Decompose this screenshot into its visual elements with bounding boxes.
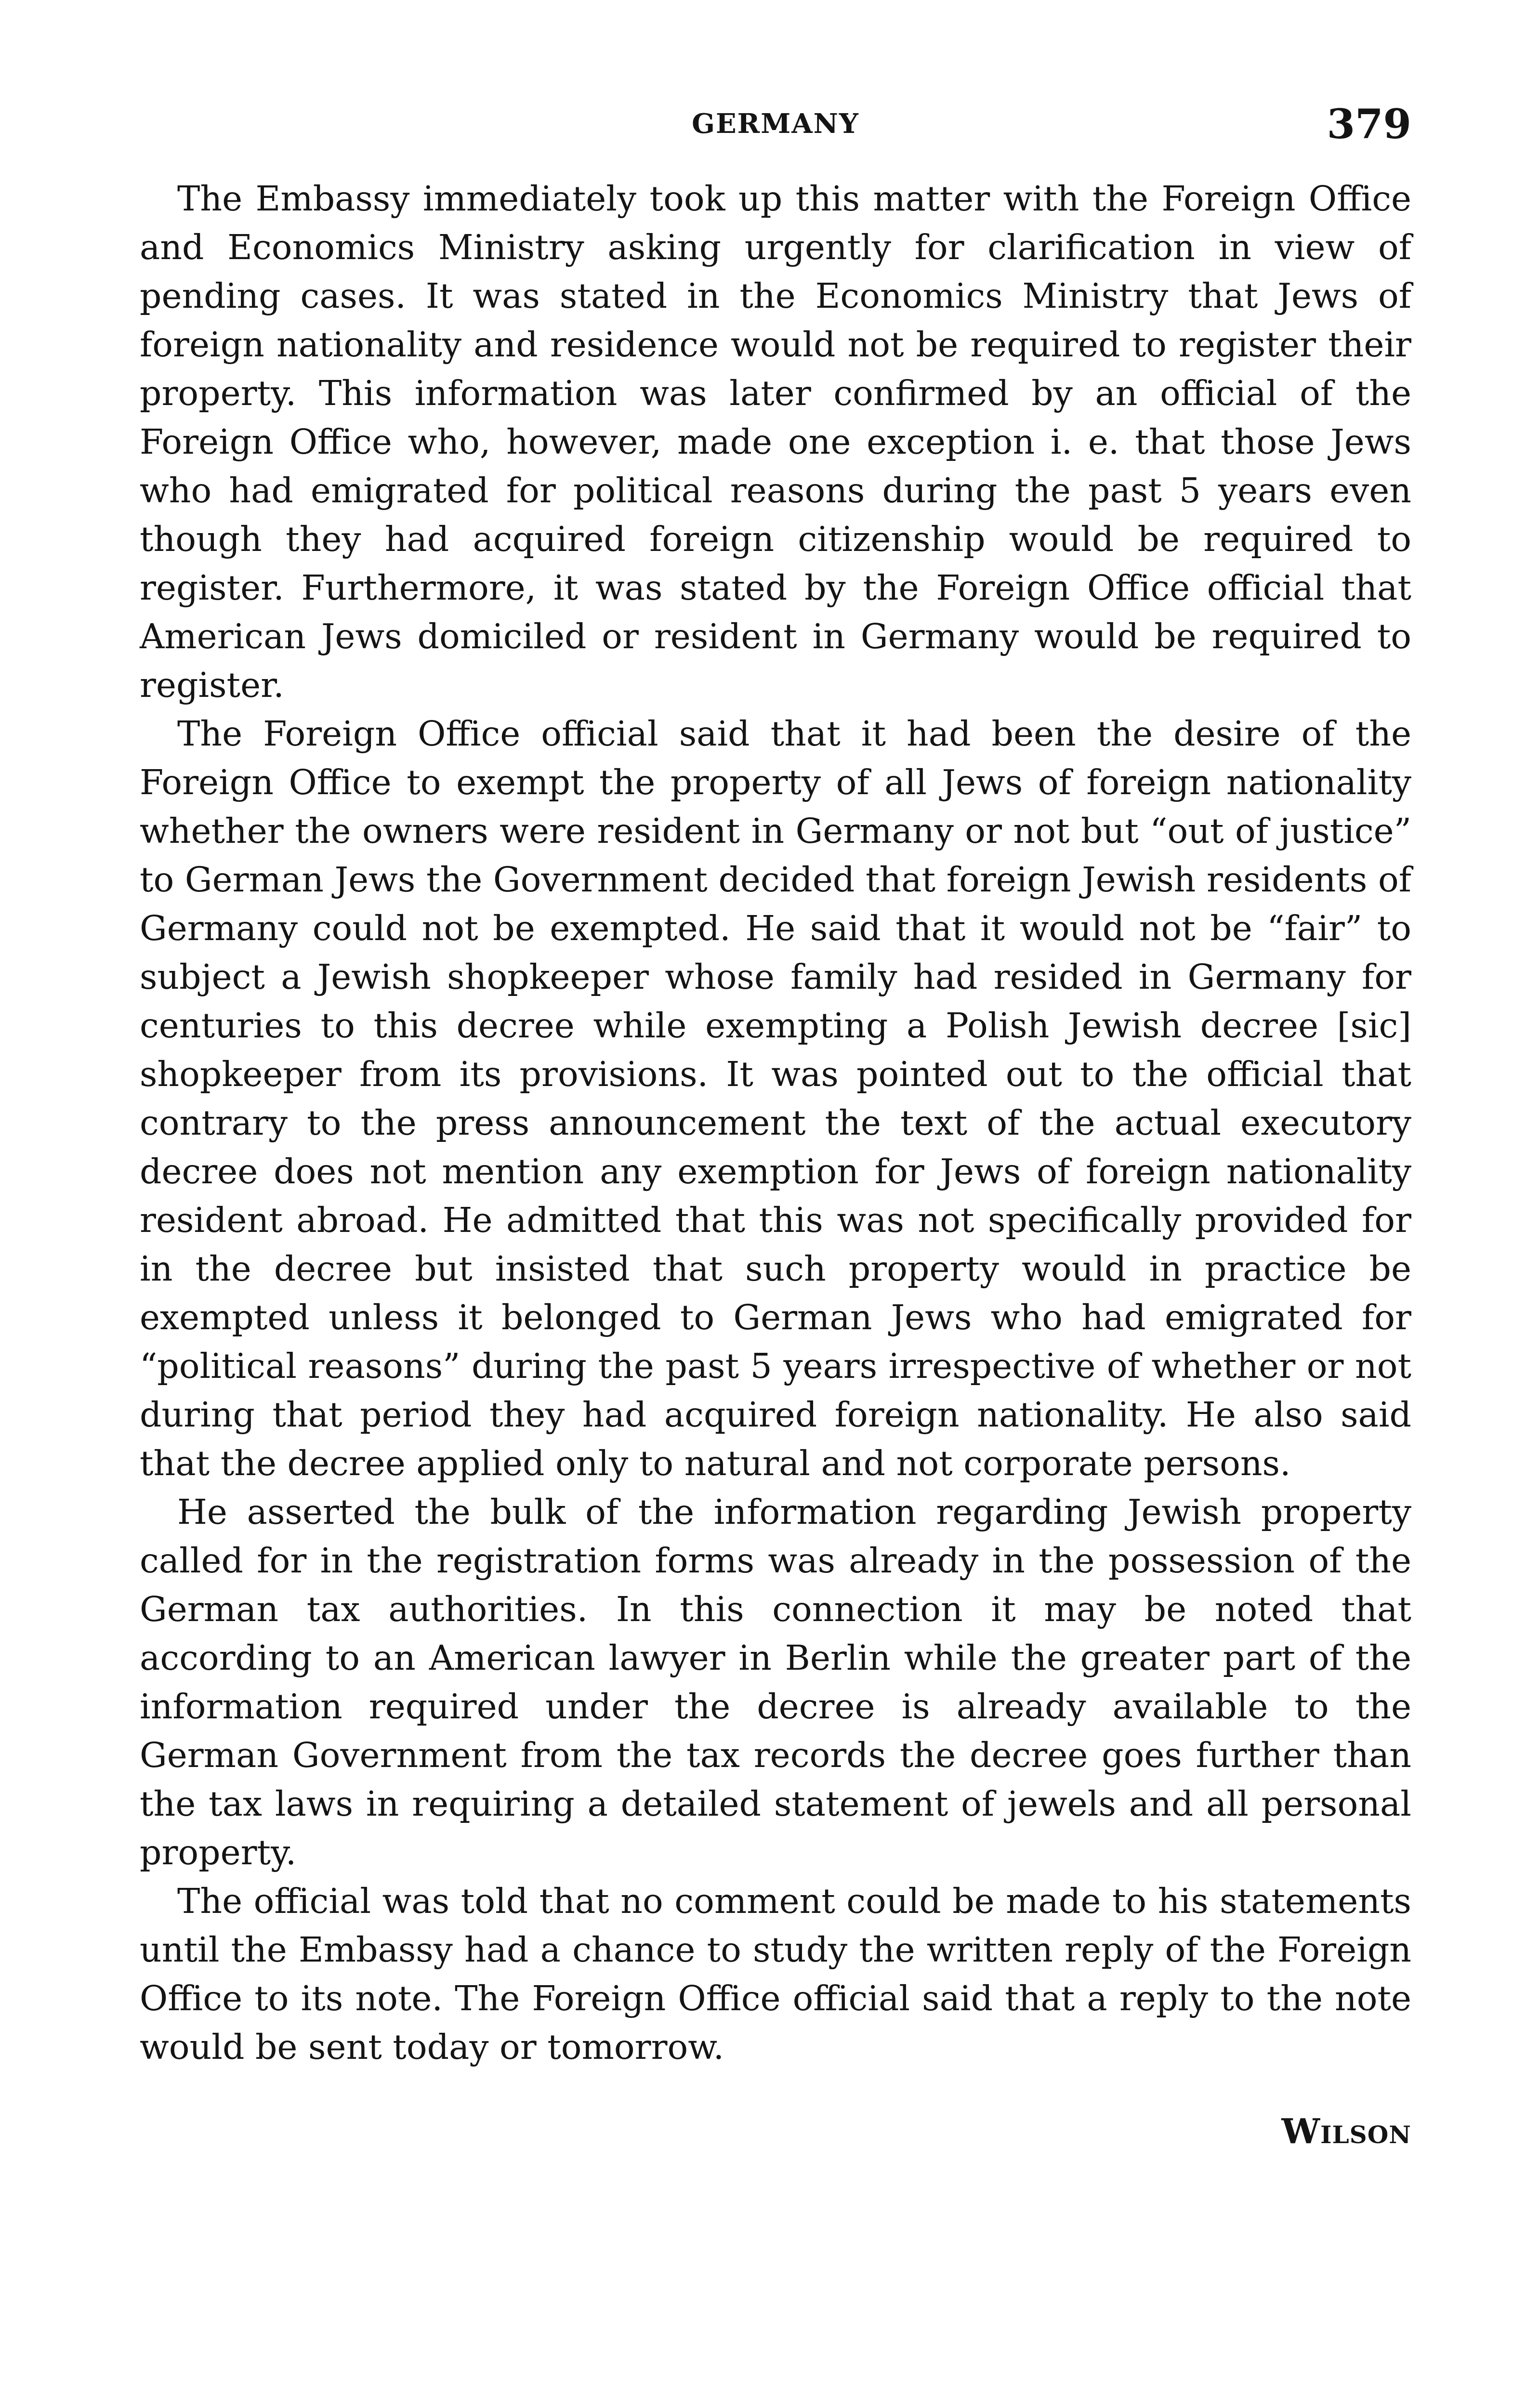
signature: Wilson — [1281, 2111, 1411, 2151]
body-text — [140, 174, 1411, 2071]
paragraph: The Foreign Office official said that it had been the desire of the Foreign Office to exempt the property of all Jews of foreign nationality whether the owners were resident in Germany or not but “out of justice” to German Jews the Government decided that foreign Jewish residents of Germany could not be exempted. He said that it would not be “fair” to subject a Jewish shopkeeper whose family had resided in Germany for centuries to this decree while exempting a Polish Jewish decree [sic] shopkeeper from its provisions. It was pointed out to the official that contrary to the press announcement the text of the actual executory decree does not mention any exemption for Jews of foreign nationality resident abroad. He admitted that this was not specifically provided for in the decree but insisted that such property would in practice be exempted unless it belonged to German Jews who had emigrated for “political reasons” during the past 5 years irrespective of whether or not during that period they had acquired foreign nationality. He also said that the decree applied only to natural and not corporate persons. — [140, 714, 1411, 1483]
document-page — [140, 92, 1411, 2355]
page-number: 379 — [1327, 100, 1411, 148]
paragraph: The Embassy immediately took up this matter with the Foreign Office and Economics Ministry asking urgently for clarification in view of pending cases. It was stated in the Economics Ministry that Jews of foreign nationality and residence would not be required to register their property. This information was later confirmed by an official of the Foreign Office who, however, made one exception i. e. that those Jews who had emigrated for political reasons during the past 5 years even though they had acquired foreign citizenship would be required to register. Furthermore, it was stated by the Foreign Office official that American Jews domiciled or resident in Germany would be required to register. — [140, 179, 1411, 705]
paragraph: The official was told that no comment could be made to his statements until the Embassy had a chance to study the written reply of the Foreign Office to its note. The Foreign Office official said that a reply to the note would be sent today or tomorrow. — [140, 1881, 1411, 2067]
running-title: GERMANY — [692, 108, 859, 140]
paragraph: He asserted the bulk of the information regarding Jewish property called for in the registration forms was already in the possession of the German tax authorities. In this connection it may be noted that according to an American lawyer in Berlin while the greater part of the information required under the decree is already available to the German Government from the tax records the decree goes further than the tax laws in requiring a detailed statement of jewels and all personal property. — [140, 1492, 1411, 1872]
running-head — [140, 92, 1411, 164]
